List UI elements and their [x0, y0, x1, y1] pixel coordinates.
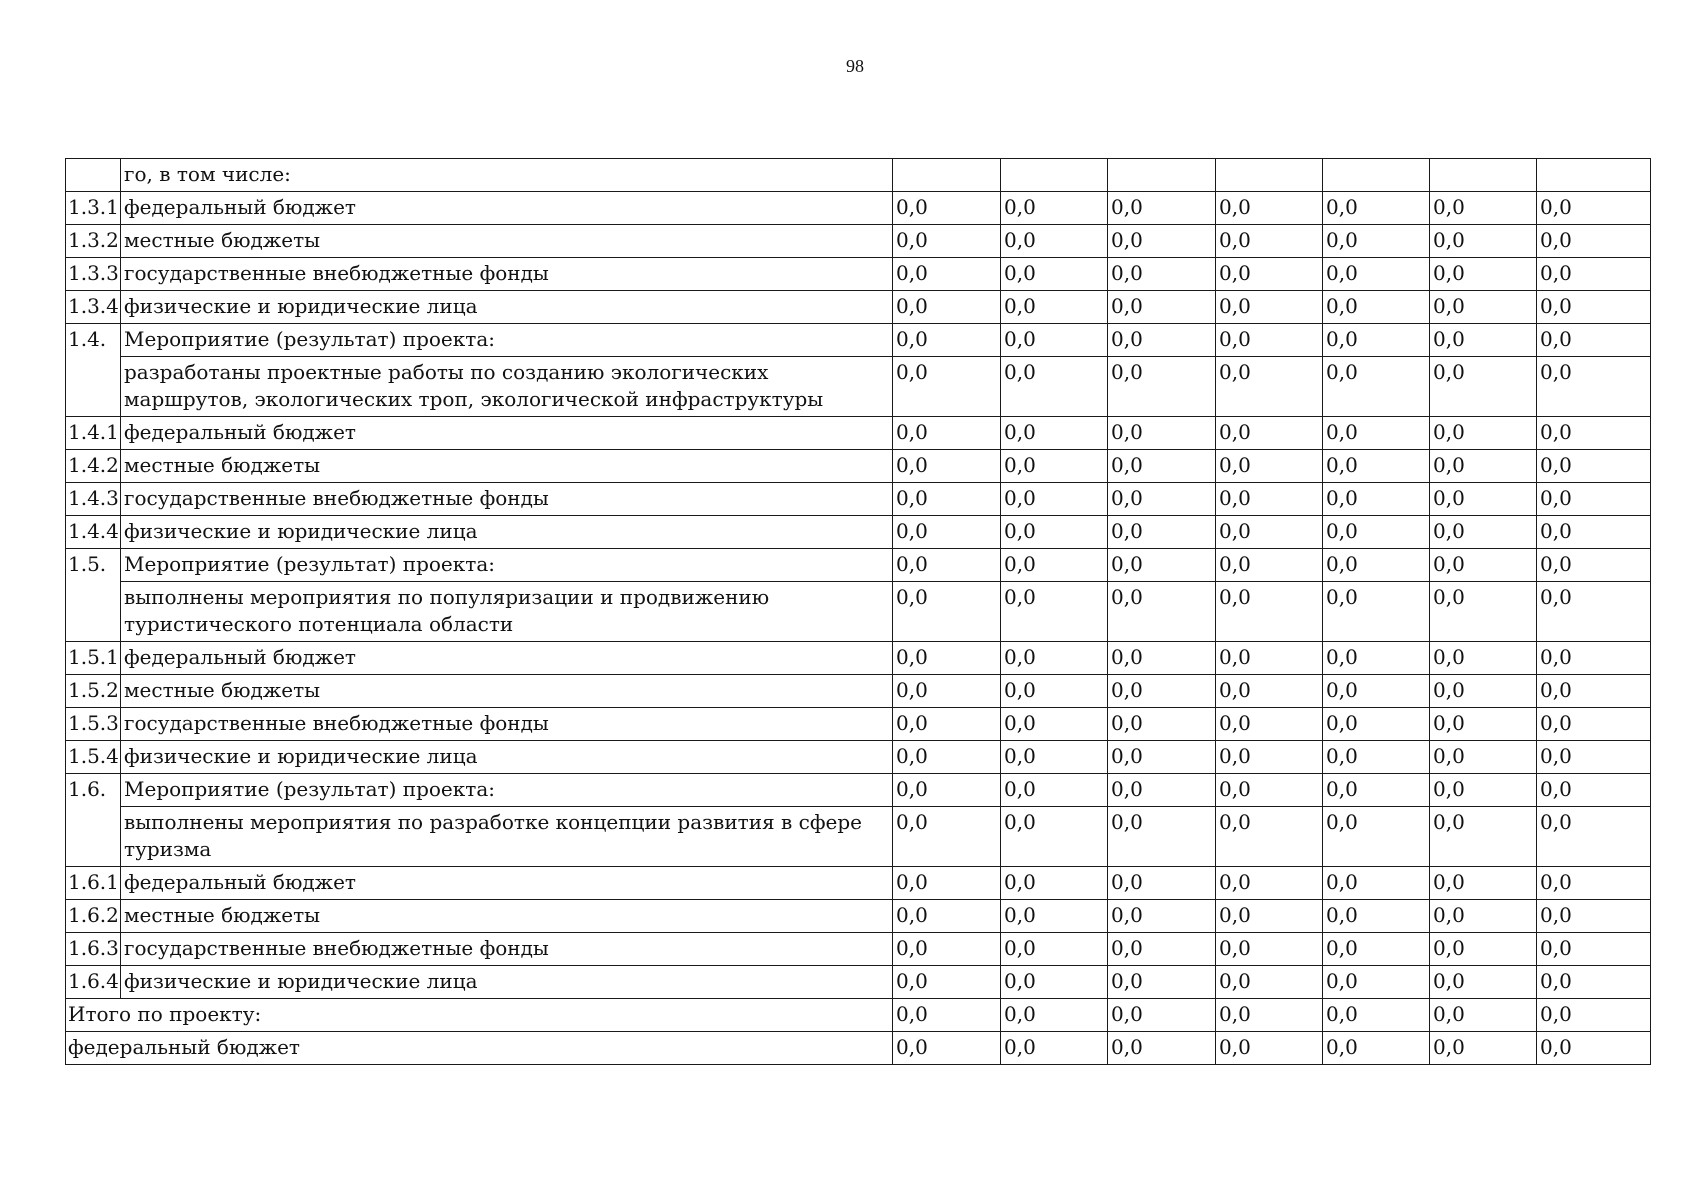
row-name: федеральный бюджет	[121, 417, 893, 450]
row-code: 1.4.4	[66, 516, 121, 549]
value-cell: 0,0	[1108, 324, 1216, 357]
row-name: Итого по проекту:	[66, 999, 893, 1032]
value-cell: 0,0	[1537, 966, 1651, 999]
value-cell: 0,0	[1430, 867, 1537, 900]
value-cell: 0,0	[1108, 774, 1216, 807]
value-cell	[1216, 159, 1323, 192]
value-cell: 0,0	[1216, 867, 1323, 900]
row-name: местные бюджеты	[121, 900, 893, 933]
value-cell: 0,0	[1108, 516, 1216, 549]
value-cell: 0,0	[893, 192, 1001, 225]
value-cell: 0,0	[1537, 741, 1651, 774]
value-cell: 0,0	[1430, 516, 1537, 549]
row-code: 1.6.1	[66, 867, 121, 900]
row-name: физические и юридические лица	[121, 741, 893, 774]
value-cell: 0,0	[1216, 966, 1323, 999]
table-row	[66, 516, 1651, 549]
value-cell: 0,0	[1430, 192, 1537, 225]
value-cell: 0,0	[1216, 357, 1323, 417]
row-code: 1.4.	[66, 324, 121, 357]
table-row	[66, 900, 1651, 933]
value-cell: 0,0	[1537, 549, 1651, 582]
value-cell: 0,0	[1001, 291, 1108, 324]
value-cell: 0,0	[1537, 582, 1651, 642]
table-row	[66, 417, 1651, 450]
value-cell: 0,0	[1323, 774, 1430, 807]
value-cell: 0,0	[1001, 642, 1108, 675]
value-cell: 0,0	[1001, 966, 1108, 999]
value-cell	[1430, 159, 1537, 192]
value-cell: 0,0	[1430, 357, 1537, 417]
value-cell: 0,0	[1001, 549, 1108, 582]
row-code: 1.3.4	[66, 291, 121, 324]
value-cell: 0,0	[1108, 549, 1216, 582]
value-cell: 0,0	[893, 900, 1001, 933]
value-cell: 0,0	[1537, 807, 1651, 867]
row-name: федеральный бюджет	[121, 192, 893, 225]
value-cell	[1108, 159, 1216, 192]
value-cell: 0,0	[1323, 867, 1430, 900]
value-cell: 0,0	[893, 741, 1001, 774]
row-name: федеральный бюджет	[66, 1032, 893, 1065]
value-cell: 0,0	[893, 774, 1001, 807]
value-cell: 0,0	[1537, 1032, 1651, 1065]
value-cell: 0,0	[1001, 933, 1108, 966]
value-cell: 0,0	[1216, 900, 1323, 933]
value-cell: 0,0	[893, 867, 1001, 900]
table-row	[66, 807, 1651, 867]
value-cell: 0,0	[1430, 741, 1537, 774]
value-cell: 0,0	[893, 417, 1001, 450]
value-cell: 0,0	[893, 357, 1001, 417]
table-row	[66, 675, 1651, 708]
table-row	[66, 867, 1651, 900]
value-cell: 0,0	[893, 642, 1001, 675]
value-cell: 0,0	[893, 966, 1001, 999]
row-code: 1.5.1	[66, 642, 121, 675]
value-cell: 0,0	[1216, 675, 1323, 708]
value-cell: 0,0	[1537, 192, 1651, 225]
value-cell: 0,0	[1323, 291, 1430, 324]
row-name: местные бюджеты	[121, 450, 893, 483]
table-row	[66, 357, 1651, 417]
table-row	[66, 966, 1651, 999]
value-cell: 0,0	[1323, 708, 1430, 741]
value-cell: 0,0	[1430, 900, 1537, 933]
value-cell: 0,0	[1537, 900, 1651, 933]
value-cell: 0,0	[1108, 900, 1216, 933]
value-cell: 0,0	[1537, 450, 1651, 483]
value-cell: 0,0	[1216, 741, 1323, 774]
value-cell: 0,0	[1001, 807, 1108, 867]
value-cell: 0,0	[1108, 582, 1216, 642]
row-code: 1.3.3	[66, 258, 121, 291]
value-cell: 0,0	[1537, 357, 1651, 417]
value-cell: 0,0	[1537, 483, 1651, 516]
value-cell: 0,0	[1108, 357, 1216, 417]
row-name: го, в том числе:	[121, 159, 893, 192]
value-cell	[1537, 159, 1651, 192]
value-cell: 0,0	[1108, 642, 1216, 675]
value-cell: 0,0	[1323, 642, 1430, 675]
value-cell: 0,0	[1323, 324, 1430, 357]
value-cell: 0,0	[893, 582, 1001, 642]
value-cell: 0,0	[1001, 192, 1108, 225]
value-cell: 0,0	[1537, 417, 1651, 450]
value-cell: 0,0	[893, 291, 1001, 324]
value-cell: 0,0	[1537, 708, 1651, 741]
value-cell: 0,0	[893, 1032, 1001, 1065]
value-cell: 0,0	[1430, 1032, 1537, 1065]
value-cell: 0,0	[893, 516, 1001, 549]
row-code	[66, 357, 121, 417]
value-cell: 0,0	[1216, 708, 1323, 741]
value-cell: 0,0	[1323, 192, 1430, 225]
table-row	[66, 642, 1651, 675]
table-row	[66, 258, 1651, 291]
value-cell: 0,0	[1001, 357, 1108, 417]
value-cell: 0,0	[1108, 450, 1216, 483]
value-cell: 0,0	[1108, 258, 1216, 291]
row-code: 1.4.1	[66, 417, 121, 450]
value-cell: 0,0	[1430, 450, 1537, 483]
value-cell: 0,0	[893, 708, 1001, 741]
value-cell: 0,0	[1108, 291, 1216, 324]
value-cell: 0,0	[1001, 450, 1108, 483]
value-cell: 0,0	[1430, 324, 1537, 357]
value-cell: 0,0	[1001, 225, 1108, 258]
value-cell: 0,0	[1537, 933, 1651, 966]
value-cell: 0,0	[1216, 933, 1323, 966]
row-code	[66, 159, 121, 192]
value-cell: 0,0	[1430, 483, 1537, 516]
table-row	[66, 999, 1651, 1032]
value-cell	[893, 159, 1001, 192]
value-cell: 0,0	[1216, 1032, 1323, 1065]
row-name: Мероприятие (результат) проекта:	[121, 324, 893, 357]
table-row	[66, 225, 1651, 258]
value-cell: 0,0	[1108, 933, 1216, 966]
value-cell: 0,0	[1537, 675, 1651, 708]
value-cell: 0,0	[1430, 258, 1537, 291]
value-cell: 0,0	[1001, 516, 1108, 549]
value-cell: 0,0	[1216, 192, 1323, 225]
value-cell: 0,0	[1323, 741, 1430, 774]
value-cell: 0,0	[1108, 966, 1216, 999]
value-cell: 0,0	[1108, 417, 1216, 450]
value-cell: 0,0	[1537, 516, 1651, 549]
table-row	[66, 549, 1651, 582]
value-cell: 0,0	[1323, 999, 1430, 1032]
row-code: 1.6.	[66, 774, 121, 807]
row-code	[66, 582, 121, 642]
value-cell: 0,0	[1108, 192, 1216, 225]
value-cell: 0,0	[1108, 999, 1216, 1032]
value-cell: 0,0	[1216, 582, 1323, 642]
table-row	[66, 159, 1651, 192]
value-cell: 0,0	[1108, 741, 1216, 774]
value-cell: 0,0	[1216, 483, 1323, 516]
value-cell: 0,0	[1323, 225, 1430, 258]
value-cell: 0,0	[1323, 417, 1430, 450]
row-name: физические и юридические лица	[121, 291, 893, 324]
value-cell: 0,0	[1108, 1032, 1216, 1065]
row-name: федеральный бюджет	[121, 642, 893, 675]
value-cell: 0,0	[1108, 483, 1216, 516]
row-code: 1.5.2	[66, 675, 121, 708]
row-code: 1.3.2	[66, 225, 121, 258]
row-code: 1.3.1	[66, 192, 121, 225]
value-cell: 0,0	[1430, 642, 1537, 675]
row-name: федеральный бюджет	[121, 867, 893, 900]
value-cell: 0,0	[893, 549, 1001, 582]
value-cell: 0,0	[1430, 291, 1537, 324]
value-cell: 0,0	[1108, 867, 1216, 900]
value-cell: 0,0	[1001, 582, 1108, 642]
value-cell: 0,0	[1216, 291, 1323, 324]
table-row	[66, 933, 1651, 966]
value-cell: 0,0	[1001, 774, 1108, 807]
value-cell: 0,0	[1430, 774, 1537, 807]
value-cell: 0,0	[1323, 258, 1430, 291]
value-cell: 0,0	[1323, 933, 1430, 966]
value-cell: 0,0	[893, 933, 1001, 966]
value-cell: 0,0	[1323, 966, 1430, 999]
row-code: 1.6.2	[66, 900, 121, 933]
value-cell: 0,0	[1108, 675, 1216, 708]
table-row	[66, 708, 1651, 741]
value-cell: 0,0	[1001, 708, 1108, 741]
value-cell: 0,0	[1537, 774, 1651, 807]
value-cell: 0,0	[1537, 324, 1651, 357]
value-cell: 0,0	[1323, 582, 1430, 642]
value-cell: 0,0	[1323, 483, 1430, 516]
value-cell: 0,0	[1001, 999, 1108, 1032]
value-cell: 0,0	[1537, 642, 1651, 675]
value-cell: 0,0	[893, 450, 1001, 483]
value-cell: 0,0	[1323, 1032, 1430, 1065]
budget-table	[65, 158, 1651, 1065]
value-cell: 0,0	[1216, 225, 1323, 258]
row-name: государственные внебюджетные фонды	[121, 708, 893, 741]
row-code: 1.6.4	[66, 966, 121, 999]
row-name: выполнены мероприятия по разработке концепции развития в сфере туризма	[121, 807, 893, 867]
row-name: разработаны проектные работы по созданию экологических маршрутов, экологических троп, экологической инфраструктуры	[121, 357, 893, 417]
value-cell: 0,0	[1430, 675, 1537, 708]
value-cell: 0,0	[1001, 324, 1108, 357]
value-cell: 0,0	[1216, 258, 1323, 291]
value-cell: 0,0	[1430, 549, 1537, 582]
value-cell: 0,0	[1216, 999, 1323, 1032]
value-cell: 0,0	[1216, 549, 1323, 582]
value-cell: 0,0	[1430, 417, 1537, 450]
row-name: Мероприятие (результат) проекта:	[121, 774, 893, 807]
value-cell: 0,0	[1108, 807, 1216, 867]
row-name: Мероприятие (результат) проекта:	[121, 549, 893, 582]
value-cell: 0,0	[1537, 291, 1651, 324]
value-cell: 0,0	[893, 324, 1001, 357]
value-cell: 0,0	[1537, 999, 1651, 1032]
value-cell: 0,0	[1001, 675, 1108, 708]
value-cell: 0,0	[1430, 807, 1537, 867]
value-cell: 0,0	[1323, 357, 1430, 417]
value-cell	[1323, 159, 1430, 192]
table-row	[66, 774, 1651, 807]
row-code: 1.5.	[66, 549, 121, 582]
value-cell: 0,0	[1537, 867, 1651, 900]
value-cell: 0,0	[1323, 675, 1430, 708]
value-cell: 0,0	[1001, 258, 1108, 291]
value-cell: 0,0	[1323, 900, 1430, 933]
value-cell: 0,0	[1430, 582, 1537, 642]
value-cell: 0,0	[1430, 708, 1537, 741]
table-row	[66, 192, 1651, 225]
table-row	[66, 741, 1651, 774]
value-cell: 0,0	[1323, 450, 1430, 483]
row-name: государственные внебюджетные фонды	[121, 933, 893, 966]
row-name: государственные внебюджетные фонды	[121, 483, 893, 516]
row-name: местные бюджеты	[121, 675, 893, 708]
value-cell: 0,0	[1430, 966, 1537, 999]
row-code: 1.5.3	[66, 708, 121, 741]
row-code	[66, 807, 121, 867]
value-cell: 0,0	[893, 675, 1001, 708]
value-cell: 0,0	[1216, 417, 1323, 450]
value-cell: 0,0	[893, 999, 1001, 1032]
value-cell: 0,0	[1001, 1032, 1108, 1065]
value-cell: 0,0	[1001, 483, 1108, 516]
row-name: выполнены мероприятия по популяризации и продвижению туристического потенциала области	[121, 582, 893, 642]
value-cell: 0,0	[1108, 708, 1216, 741]
value-cell: 0,0	[893, 225, 1001, 258]
value-cell: 0,0	[893, 258, 1001, 291]
value-cell: 0,0	[1216, 642, 1323, 675]
value-cell: 0,0	[1323, 549, 1430, 582]
table-row	[66, 1032, 1651, 1065]
row-code: 1.4.2	[66, 450, 121, 483]
value-cell: 0,0	[1001, 417, 1108, 450]
row-name: местные бюджеты	[121, 225, 893, 258]
table-row	[66, 324, 1651, 357]
page-number: 98	[846, 56, 864, 76]
value-cell: 0,0	[1216, 324, 1323, 357]
table-row	[66, 291, 1651, 324]
row-name: физические и юридические лица	[121, 966, 893, 999]
value-cell: 0,0	[1108, 225, 1216, 258]
value-cell: 0,0	[1001, 867, 1108, 900]
value-cell: 0,0	[1216, 807, 1323, 867]
row-name: государственные внебюджетные фонды	[121, 258, 893, 291]
table-row	[66, 582, 1651, 642]
value-cell: 0,0	[1537, 258, 1651, 291]
budget-table-body	[66, 159, 1651, 1065]
row-name: физические и юридические лица	[121, 516, 893, 549]
value-cell: 0,0	[1216, 450, 1323, 483]
table-row	[66, 450, 1651, 483]
value-cell: 0,0	[1430, 999, 1537, 1032]
value-cell: 0,0	[893, 483, 1001, 516]
row-code: 1.6.3	[66, 933, 121, 966]
table-row	[66, 483, 1651, 516]
value-cell: 0,0	[893, 807, 1001, 867]
value-cell: 0,0	[1430, 225, 1537, 258]
value-cell	[1001, 159, 1108, 192]
row-code: 1.4.3	[66, 483, 121, 516]
value-cell: 0,0	[1216, 516, 1323, 549]
value-cell: 0,0	[1430, 933, 1537, 966]
value-cell: 0,0	[1323, 807, 1430, 867]
value-cell: 0,0	[1216, 774, 1323, 807]
row-code: 1.5.4	[66, 741, 121, 774]
value-cell: 0,0	[1323, 516, 1430, 549]
value-cell: 0,0	[1001, 741, 1108, 774]
value-cell: 0,0	[1537, 225, 1651, 258]
value-cell: 0,0	[1001, 900, 1108, 933]
